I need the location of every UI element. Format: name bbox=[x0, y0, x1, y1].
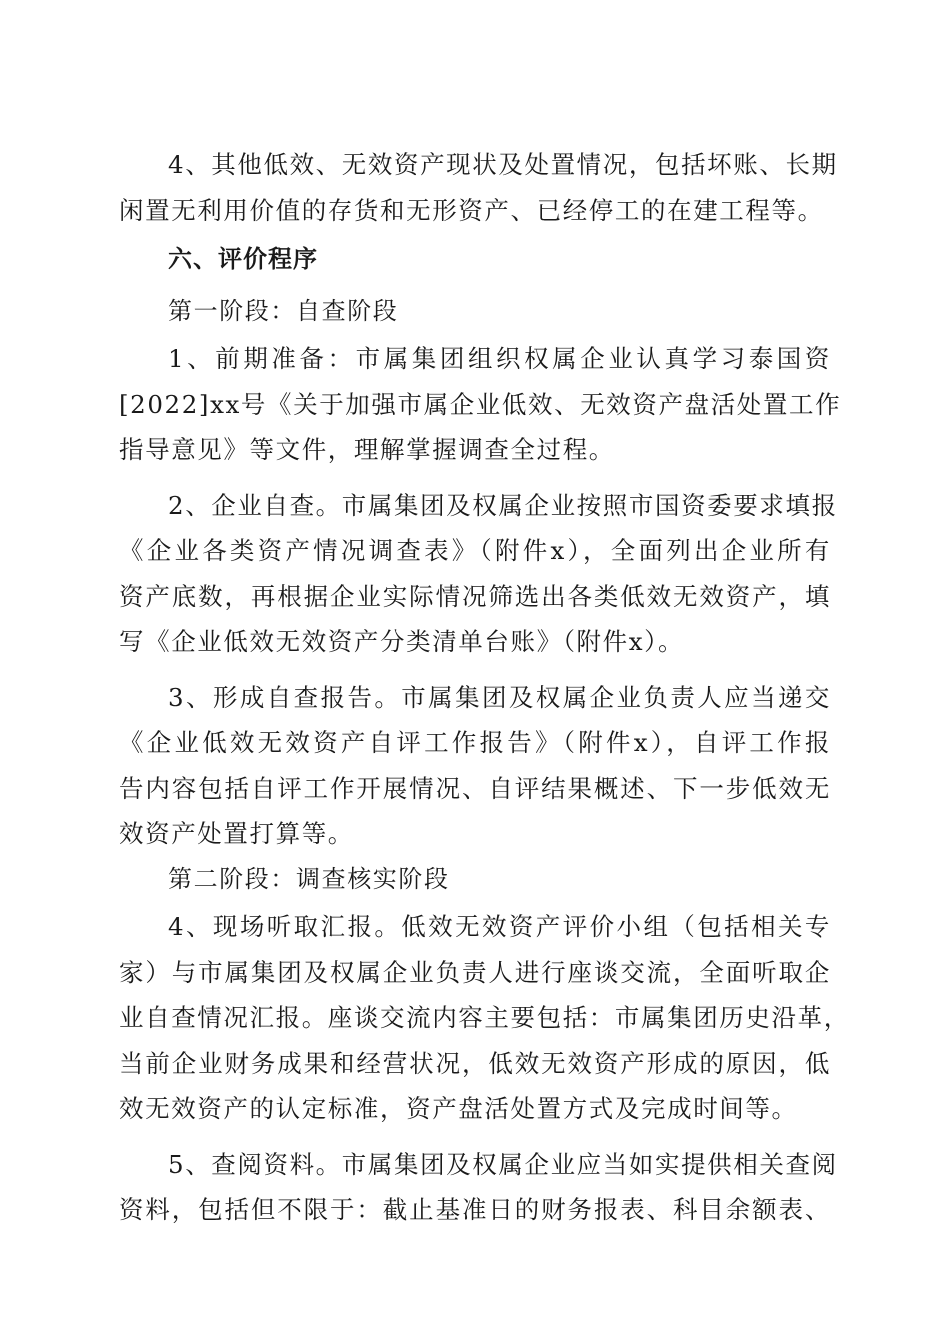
text-line: 家）与市属集团及权属企业负责人进行座谈交流，全面听取企 bbox=[119, 957, 831, 987]
text-line: 效资产处置打算等。 bbox=[119, 819, 354, 848]
text-line: 资产底数，再根据企业实际情况筛选出各类低效无效资产，填 bbox=[119, 581, 831, 611]
section-heading: 六、评价程序 bbox=[168, 245, 318, 273]
text-line: 4、现场听取汇报。低效无效资产评价小组（包括相关专 bbox=[168, 912, 831, 941]
text-line: 2、企业自查。市属集团及权属企业按照市国资委要求填报 bbox=[168, 490, 838, 520]
paragraph-item-3 bbox=[119, 675, 831, 857]
text-line: 业自查情况汇报。座谈交流内容主要包括：市属集团历史沿革， bbox=[119, 1003, 850, 1032]
text-line: 3、形成自查报告。市属集团及权属企业负责人应当递交 bbox=[168, 682, 831, 712]
stage-2-heading: 第二阶段：调查核实阶段 bbox=[168, 864, 450, 893]
paragraph-item-1 bbox=[119, 336, 842, 473]
text-line: 《企业低效无效资产自评工作报告》（附件x），自评工作报 bbox=[119, 728, 831, 757]
paragraph-item-2 bbox=[119, 483, 838, 665]
text-line: 指导意见》等文件，理解掌握调查全过程。 bbox=[119, 435, 615, 464]
document-body bbox=[119, 142, 850, 1233]
text-line: 资料，包括但不限于：截止基准日的财务报表、科目余额表、 bbox=[119, 1195, 831, 1224]
text-line: 5、查阅资料。市属集团及权属企业应当如实提供相关查阅 bbox=[168, 1149, 838, 1179]
paragraph-item-4 bbox=[119, 142, 838, 233]
text-line: 4、其他低效、无效资产现状及处置情况，包括坏账、长期 bbox=[168, 150, 838, 179]
text-line: 当前企业财务成果和经营状况，低效无效资产形成的原因，低 bbox=[119, 1048, 831, 1078]
paragraph-item-5 bbox=[119, 1142, 838, 1233]
text-line: 效无效资产的认定标准，资产盘活处置方式及完成时间等。 bbox=[119, 1094, 798, 1123]
stage-1-heading: 第一阶段：自查阶段 bbox=[168, 296, 399, 325]
text-line: 闲置无利用价值的存货和无形资产、已经停工的在建工程等。 bbox=[119, 195, 824, 225]
text-line: 告内容包括自评工作开展情况、自评结果概述、下一步低效无 bbox=[119, 773, 831, 803]
paragraph-item-4-report bbox=[119, 904, 850, 1132]
text-line: 写《企业低效无效资产分类清单台账》（附件x）。 bbox=[119, 627, 685, 656]
text-line: 1、前期准备：市属集团组织权属企业认真学习泰国资 bbox=[168, 344, 831, 373]
text-line: [2022]xx号《关于加强市属企业低效、无效资产盘活处置工作 bbox=[119, 389, 842, 419]
text-line: 《企业各类资产情况调查表》（附件x），全面列出企业所有 bbox=[119, 536, 831, 565]
